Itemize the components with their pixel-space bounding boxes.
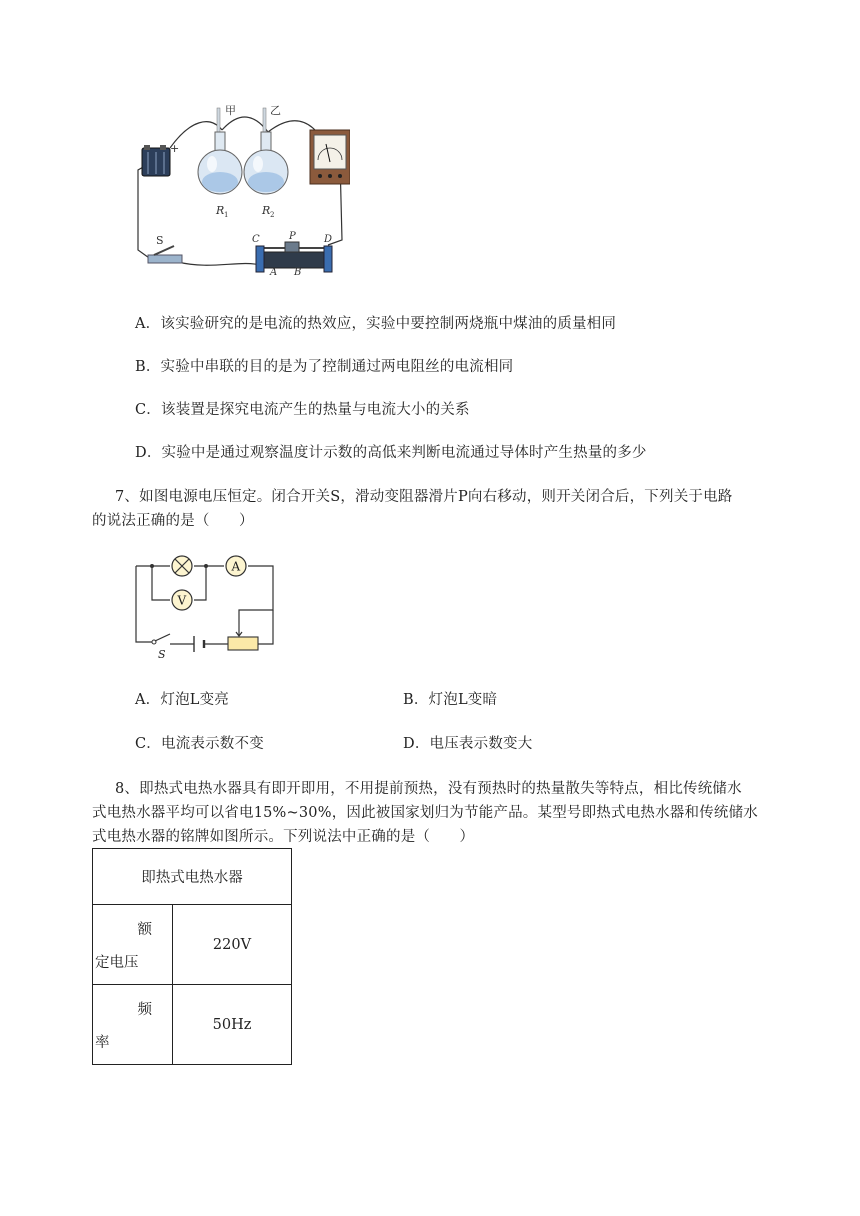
q8-stem-line1: 8、即热式电热水器具有即开即用，不用提前预热，没有预热时的热量散失等特点，相比传统储水 — [115, 781, 742, 797]
q6-option-a: A．该实验研究的是电流的热效应，实验中要控制两烧瓶中煤油的质量相同 — [135, 316, 617, 332]
frequency-value: 50Hz — [173, 985, 292, 1065]
table-row — [93, 985, 292, 1065]
nameplate-table — [92, 848, 292, 1065]
rheostat-d-label: D — [324, 234, 333, 245]
q7-stem-line2: 的说法正确的是（ ） — [92, 513, 254, 529]
ammeter-icon — [226, 556, 246, 576]
joule-heating-apparatus-figure — [130, 100, 350, 280]
frequency-label-top: 频 — [137, 1001, 152, 1018]
q7-option-d: D．电压表示数变大 — [403, 736, 533, 752]
q6-option-d: D．实验中是通过观察温度计示数的高低来判断电流通过导体时产生热量的多少 — [135, 445, 647, 461]
rheostat-icon — [228, 624, 258, 650]
q7-stem-line1: 7、如图电源电压恒定。闭合开关S，滑动变阻器滑片P向右移动，则开关闭合后，下列关于电路 — [115, 489, 733, 505]
battery-icon — [194, 636, 204, 652]
rated-voltage-label-bottom: 定电压 — [95, 954, 139, 971]
switch-s-label: S — [156, 234, 164, 247]
rated-voltage-value: 220V — [173, 905, 292, 985]
switch-icon — [152, 634, 170, 644]
lamp-icon — [172, 556, 192, 576]
q8-stem-line3: 式电热水器的铭牌如图所示。下列说法中正确的是（ ） — [92, 829, 475, 845]
ammeter-label: A — [231, 559, 241, 574]
flask-r1-icon — [198, 108, 242, 194]
q7-option-c: C．电流表示数不变 — [135, 736, 264, 752]
r1-label: R — [216, 204, 225, 217]
rheostat-b-label: B — [294, 267, 302, 278]
frequency-label-bottom: 率 — [95, 1034, 110, 1051]
flask-jia-label: 甲 — [225, 104, 236, 117]
ammeter-device-icon — [310, 130, 350, 184]
voltmeter-icon — [172, 590, 192, 610]
voltmeter-label: V — [177, 593, 187, 608]
battery-plus-label: + — [170, 142, 180, 155]
flask-r2-icon — [244, 108, 288, 194]
q7-option-a: A．灯泡L变亮 — [135, 692, 229, 708]
q8-stem-line2: 式电热水器平均可以省电15%~30%，因此被国家划归为节能产品。某型号即热式电热水器和传统储水 — [92, 805, 759, 821]
q6-option-b: B．实验中串联的目的是为了控制通过两电阻丝的电流相同 — [135, 359, 514, 375]
nameplate-title: 即热式电热水器 — [93, 849, 292, 905]
rheostat-c-label: C — [252, 234, 260, 245]
knife-switch-icon — [148, 246, 182, 263]
table-row — [93, 905, 292, 985]
switch-label: S — [158, 648, 166, 660]
q7-circuit-diagram — [128, 548, 278, 660]
q6-option-c: C．该装置是探究电流产生的热量与电流大小的关系 — [135, 402, 470, 418]
battery-icon — [142, 145, 170, 176]
rheostat-p-label: P — [289, 231, 296, 242]
r2-subscript: 2 — [270, 211, 275, 219]
rated-voltage-label-top: 额 — [137, 921, 152, 938]
r2-label: R — [262, 204, 271, 217]
flask-yi-label: 乙 — [270, 104, 281, 117]
rheostat-a-label: A — [270, 267, 278, 278]
q7-option-b: B．灯泡L变暗 — [403, 692, 498, 708]
r1-subscript: 1 — [224, 211, 229, 219]
